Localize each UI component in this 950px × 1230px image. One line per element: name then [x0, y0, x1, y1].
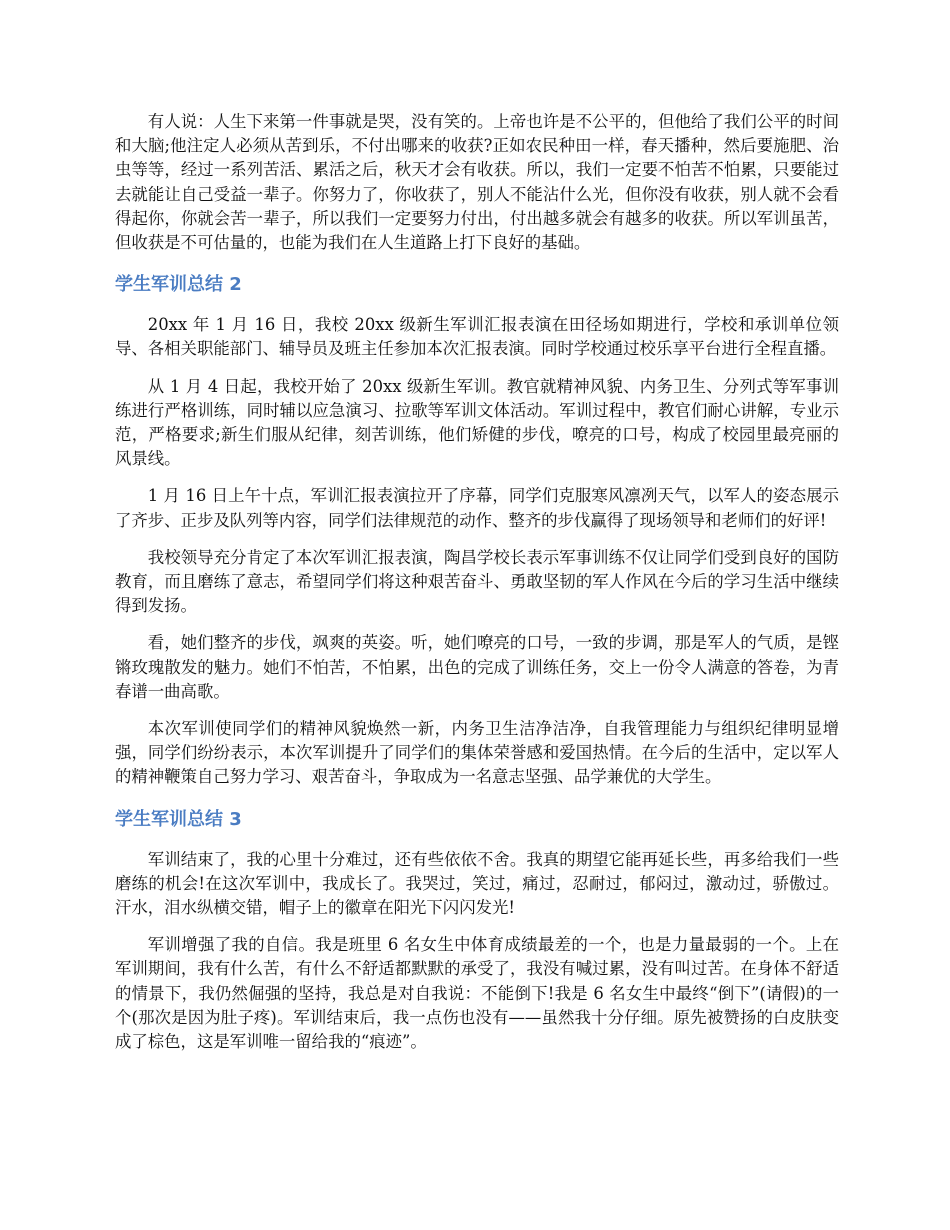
section-heading-2: 学生军训总结 2	[115, 274, 242, 296]
section-2-paragraph: 从 1 月 4 日起，我校开始了 20xx 级新生军训。教官就精神风貌、内务卫生、分列式等军事训练进行严格训练，同时辅以应急演习、拉歌等军训文体活动。军训过程中，教官们耐心讲解，专业示范，严格要求;新生们服从纪律，刻苦训练，他们矫健的步伐，嘹亮的口号，构成了校园里最亮丽的风景线。	[115, 376, 839, 469]
section-2-paragraph: 我校领导充分肯定了本次军训汇报表演，陶昌学校长表示军事训练不仅让同学们受到良好的国防教育，而且磨练了意志，希望同学们将这种艰苦奋斗、勇敢坚韧的军人作风在今后的学习生活中继续得到发扬。	[115, 547, 839, 616]
section-2-paragraph: 1 月 16 日上午十点，军训汇报表演拉开了序幕，同学们克服寒风凛冽天气，以军人的姿态展示了齐步、正步及队列等内容，同学们法律规范的动作、整齐的步伐赢得了现场领导和老师们的好评!	[115, 486, 839, 530]
section-2-paragraph: 20xx 年 1 月 16 日，我校 20xx 级新生军训汇报表演在田径场如期进行，学校和承训单位领导、各相关职能部门、辅导员及班主任参加本次汇报表演。同时学校通过校乐享平台进行全程直播。	[115, 315, 839, 359]
section-3-paragraph: 军训增强了我的自信。我是班里 6 名女生中体育成绩最差的一个，也是力量最弱的一个。上在军训期间，我有什么苦，有什么不舒适都默默的承受了，我没有喊过累，没有叫过苦。在身体不舒适的情景下，我仍然倔强的坚持，我总是对自我说：不能倒下!我是 6 名女生中最终“倒下”(请假)的一个(那次是因为肚子疼)。军训结束后，我一点伤也没有——虽然我十分仔细。原先被赞扬的白皮肤变成了棕色，这是军训唯一留给我的“痕迹”。	[115, 935, 839, 1052]
document-page	[115, 110, 839, 1067]
section-heading-3: 学生军训总结 3	[115, 808, 242, 830]
section-2-paragraph: 本次军训使同学们的精神风貌焕然一新，内务卫生洁净洁净，自我管理能力与组织纪律明显增强，同学们纷纷表示，本次军训提升了同学们的集体荣誉感和爱国热情。在今后的生活中，定以军人的精神鞭策自己努力学习、艰苦奋斗，争取成为一名意志坚强、品学兼优的大学生。	[115, 719, 839, 787]
section-3-paragraph: 军训结束了，我的心里十分难过，还有些依依不舍。我真的期望它能再延长些，再多给我们一些磨练的机会!在这次军训中，我成长了。我哭过，笑过，痛过，忍耐过，郁闷过，激动过，骄傲过。汗水，泪水纵横交错，帽子上的徽章在阳光下闪闪发光!	[115, 849, 839, 918]
intro-paragraph: 有人说：人生下来第一件事就是哭，没有笑的。上帝也许是不公平的，但他给了我们公平的时间和大脑;他注定人必须从苦到乐，不付出哪来的收获?正如农民种田一样，春天播种，然后要施肥、治虫等等，经过一系列苦活、累活之后，秋天才会有收获。所以，我们一定要不怕苦不怕累，只要能过去就能让自己受益一辈子。你努力了，你收获了，别人不能沾什么光，但你没有收获，别人就不会看得起你，你就会苦一辈子，所以我们一定要努力付出，付出越多就会有越多的收获。所以军训虽苦，但收获是不可估量的，也能为我们在人生道路上打下良好的基础。	[115, 112, 839, 253]
section-2-paragraph: 看，她们整齐的步伐，飒爽的英姿。听，她们嘹亮的口号，一致的步调，那是军人的气质，是铿锵玫瑰散发的魅力。她们不怕苦，不怕累，出色的完成了训练任务，交上一份令人满意的答卷，为青春谱一曲高歌。	[115, 633, 839, 701]
